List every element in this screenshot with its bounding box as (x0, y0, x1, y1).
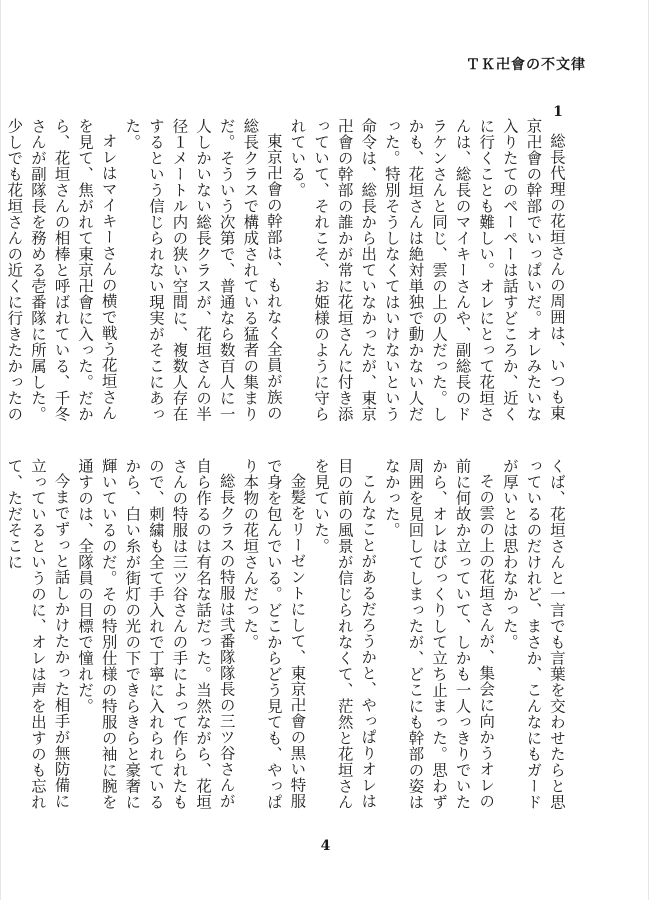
paragraph: こんなことがあるだろうかと、やっぱりオレは目の前の風景が信じられなくて、茫然と花垣さんを見ていた。 (312, 458, 378, 810)
running-header-title: ＴＫ卍會の不文律 (466, 57, 586, 73)
paragraph: 金髪をリーゼントにして、東京卍會の黒い特服で身を包んでいる。どこからどう見ても、やっぱり本物の花垣さんだった。 (241, 458, 307, 810)
lower-text-block (5, 458, 568, 824)
page-number: 4 (320, 838, 331, 854)
continued-line: くば、花垣さんと一言でも言葉を交わせたらと思っているのだけれど、まさか、こんなにもガードが厚いとは思わなかった。 (500, 458, 566, 810)
paragraph: 総長代理の花垣さんの周囲は、いつも東京卍會の幹部でいっぱいだ。オレみたいな入りたてのペーペーは話すどころか、近くに行くことも難しい。オレにとって花垣さんは、総長のマイキーさんや、副総長のドラケンさんと同じ、雲の上の人だった。しかも、花垣さんは絶対単独で動かない人だった。特別そうしなくてはいけないという命令は、総長から出ていなかったが、東京卍會の幹部の誰かが常に花垣さんに付き添っていて、それこそ、お姫様のように守られている。 (288, 118, 566, 422)
upper-text-block (5, 118, 568, 423)
paragraph: 総長クラスの特服は弐番隊隊長の三ツ谷さんが自ら作るのは有名な話だった。当然ながら、花垣さんの特服は三ツ谷さんの手によって作られたもので、刺繍も全て手入れで丁寧に入れられているから、白い糸が街灯の光の下できらきらと豪奢に輝いているのだ。その特別仕様の特服の袖に腕を通すのは、全隊員の目標で憧れだ。 (76, 458, 236, 810)
paragraph: オレはマイキーさんの横で戦う花垣さんを見て、焦がれて東京卍會に入った。だから、花垣さんの相棒と呼ばれている、千冬さんが副隊長を務める壱番隊に所属した。少しでも花垣さんの近くに行きたかったの (5, 118, 118, 422)
chapter-number: 1 (553, 104, 563, 120)
paragraph: その雲の上の花垣さんが、集会に向かうオレの前に何故か立っていて、しかも一人っきりでいたから、オレはびっくりして立ち止まった。思わず周囲を見回してしまったが、どこにも幹部の姿はなかった。 (382, 458, 496, 810)
paragraph: 東京卍會の幹部は、もれなく全員が族の総長クラスで構成されている猛者の集まりだ。そういう次第で、普通なら数百人に一人しかいない総長クラスが、花垣さんの半径１メートル内の狭い空間に、複数人存在するという信じられない現実がそこにあった。 (123, 118, 283, 422)
paragraph: 今までずっと話しかけたかった相手が無防備に立っているというのに、オレは声を出すのも忘れて、ただそこに (5, 458, 71, 810)
